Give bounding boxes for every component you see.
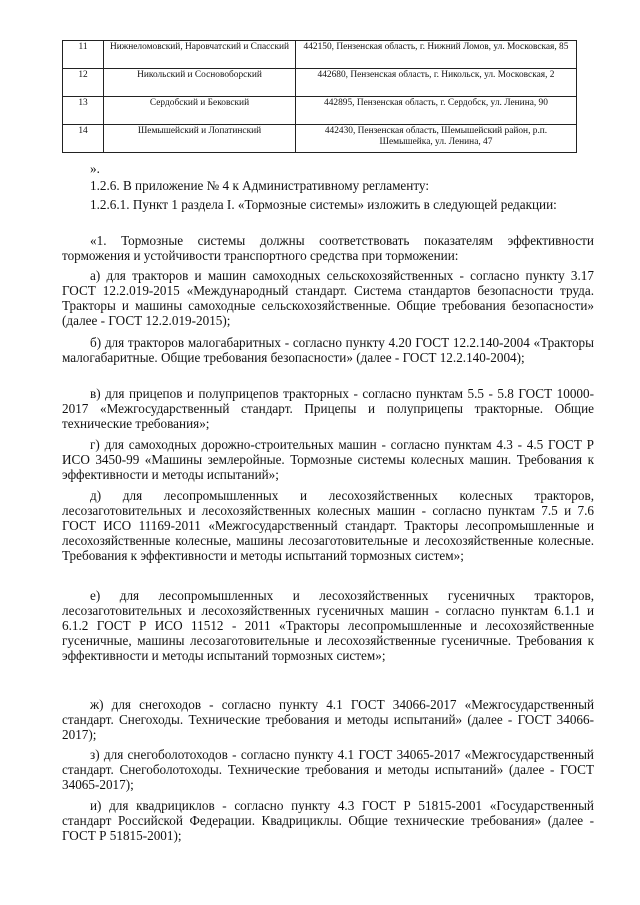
district-name: Сердобский и Бековский — [104, 97, 296, 125]
item-d: д) для лесопромышленных и лесохозяйственных колесных тракторов, лесозаготовительных и лесохозяйственных колесных машин - согласно пунктам 7.5 и 7.6 ГОСТ ИСО 11169-2011 «Межгосударственный стандарт. Тракторы лесопромышленные и лесохозяйственные колесные, машины лесозаготовительные и лесохозяйственные колесные. Требования к эффективности и методы испытаний тормозных систем»; — [62, 488, 594, 563]
table-row — [63, 97, 577, 125]
districts-table — [62, 40, 577, 153]
office-address: 442150, Пензенская область, г. Нижний Ломов, ул. Московская, 85 — [296, 41, 577, 69]
item-i: и) для квадрициклов - согласно пункту 4.3 ГОСТ Р 51815-2001 «Государственный стандарт Российской Федерации. Квадрициклы. Общие технические требования» (далее - ГОСТ Р 51815-2001); — [62, 798, 594, 843]
district-name: Шемышейский и Лопатинский — [104, 125, 296, 153]
district-name: Нижнеломовский, Наровчатский и Спасский — [104, 41, 296, 69]
item-a: а) для тракторов и машин самоходных сельскохозяйственных - согласно пункту 3.17 ГОСТ 12.2.019-2015 «Международный стандарт. Система стандартов безопасности труда. Тракторы и машины самоходные сельскохозяйственные. Общие требования безопасности» (далее - ГОСТ 12.2.019-2015); — [62, 268, 594, 328]
item-z: з) для снегоболотоходов - согласно пункту 4.1 ГОСТ 34065-2017 «Межгосударственный стандарт. Снегоболотоходы. Технические требования и методы испытаний» (далее - ГОСТ 34065-2017); — [62, 747, 594, 792]
item-zh: ж) для снегоходов - согласно пункту 4.1 ГОСТ 34066-2017 «Межгосударственный стандарт. Снегоходы. Технические требования и методы испытаний» (далее - ГОСТ 34066-2017); — [62, 697, 594, 742]
item-b: б) для тракторов малогабаритных - согласно пункту 4.20 ГОСТ 12.2.140-2004 «Тракторы малогабаритные. Общие требования безопасности» (далее - ГОСТ 12.2.140-2004); — [62, 335, 594, 365]
table-row — [63, 41, 577, 69]
closing-quote: ». — [90, 161, 100, 176]
item-e: е) для лесопромышленных и лесохозяйственных гусеничных тракторов, лесозаготовительных и лесохозяйственных гусеничных машин - согласно пунктам 6.1.1 и 6.1.2 ГОСТ Р ИСО 11512 - 2011 «Тракторы лесопромышленные и лесохозяйственные гусеничные, машины лесозаготовительные и лесохозяйственные гусеничные. Требования к эффективности и методы испытаний тормозных систем»; — [62, 588, 594, 663]
row-number: 14 — [63, 125, 104, 153]
row-number: 11 — [63, 41, 104, 69]
row-number: 12 — [63, 69, 104, 97]
clause-1-2-6: 1.2.6. В приложение № 4 к Административному регламенту: — [90, 178, 430, 193]
row-number: 13 — [63, 97, 104, 125]
table-row — [63, 125, 577, 153]
office-address: 442680, Пензенская область, г. Никольск, ул. Московская, 2 — [296, 69, 577, 97]
item-g: г) для самоходных дорожно-строительных машин - согласно пунктам 4.3 - 4.5 ГОСТ Р ИСО 3450-99 «Машины землеройные. Тормозные системы колесных машин. Требования к эффективности и методы испытаний»; — [62, 437, 594, 482]
item-v: в) для прицепов и полуприцепов тракторных - согласно пунктам 5.5 - 5.8 ГОСТ 10000-2017 «Межгосударственный стандарт. Прицепы и полуприцепы тракторные. Общие технические требования»; — [62, 386, 594, 431]
table-row — [63, 69, 577, 97]
district-name: Никольский и Сосновоборский — [104, 69, 296, 97]
office-address: 442430, Пензенская область, Шемышейский район, р.п. Шемышейка, ул. Ленина, 47 — [296, 125, 577, 153]
office-address: 442895, Пензенская область, г. Сердобск, ул. Ленина, 90 — [296, 97, 577, 125]
clause-brakes-intro: «1. Тормозные системы должны соответствовать показателям эффективности торможения и устойчивости транспортного средства при торможении: — [62, 233, 594, 263]
clause-1-2-6-1: 1.2.6.1. Пункт 1 раздела I. «Тормозные системы» изложить в следующей редакции: — [90, 197, 557, 212]
